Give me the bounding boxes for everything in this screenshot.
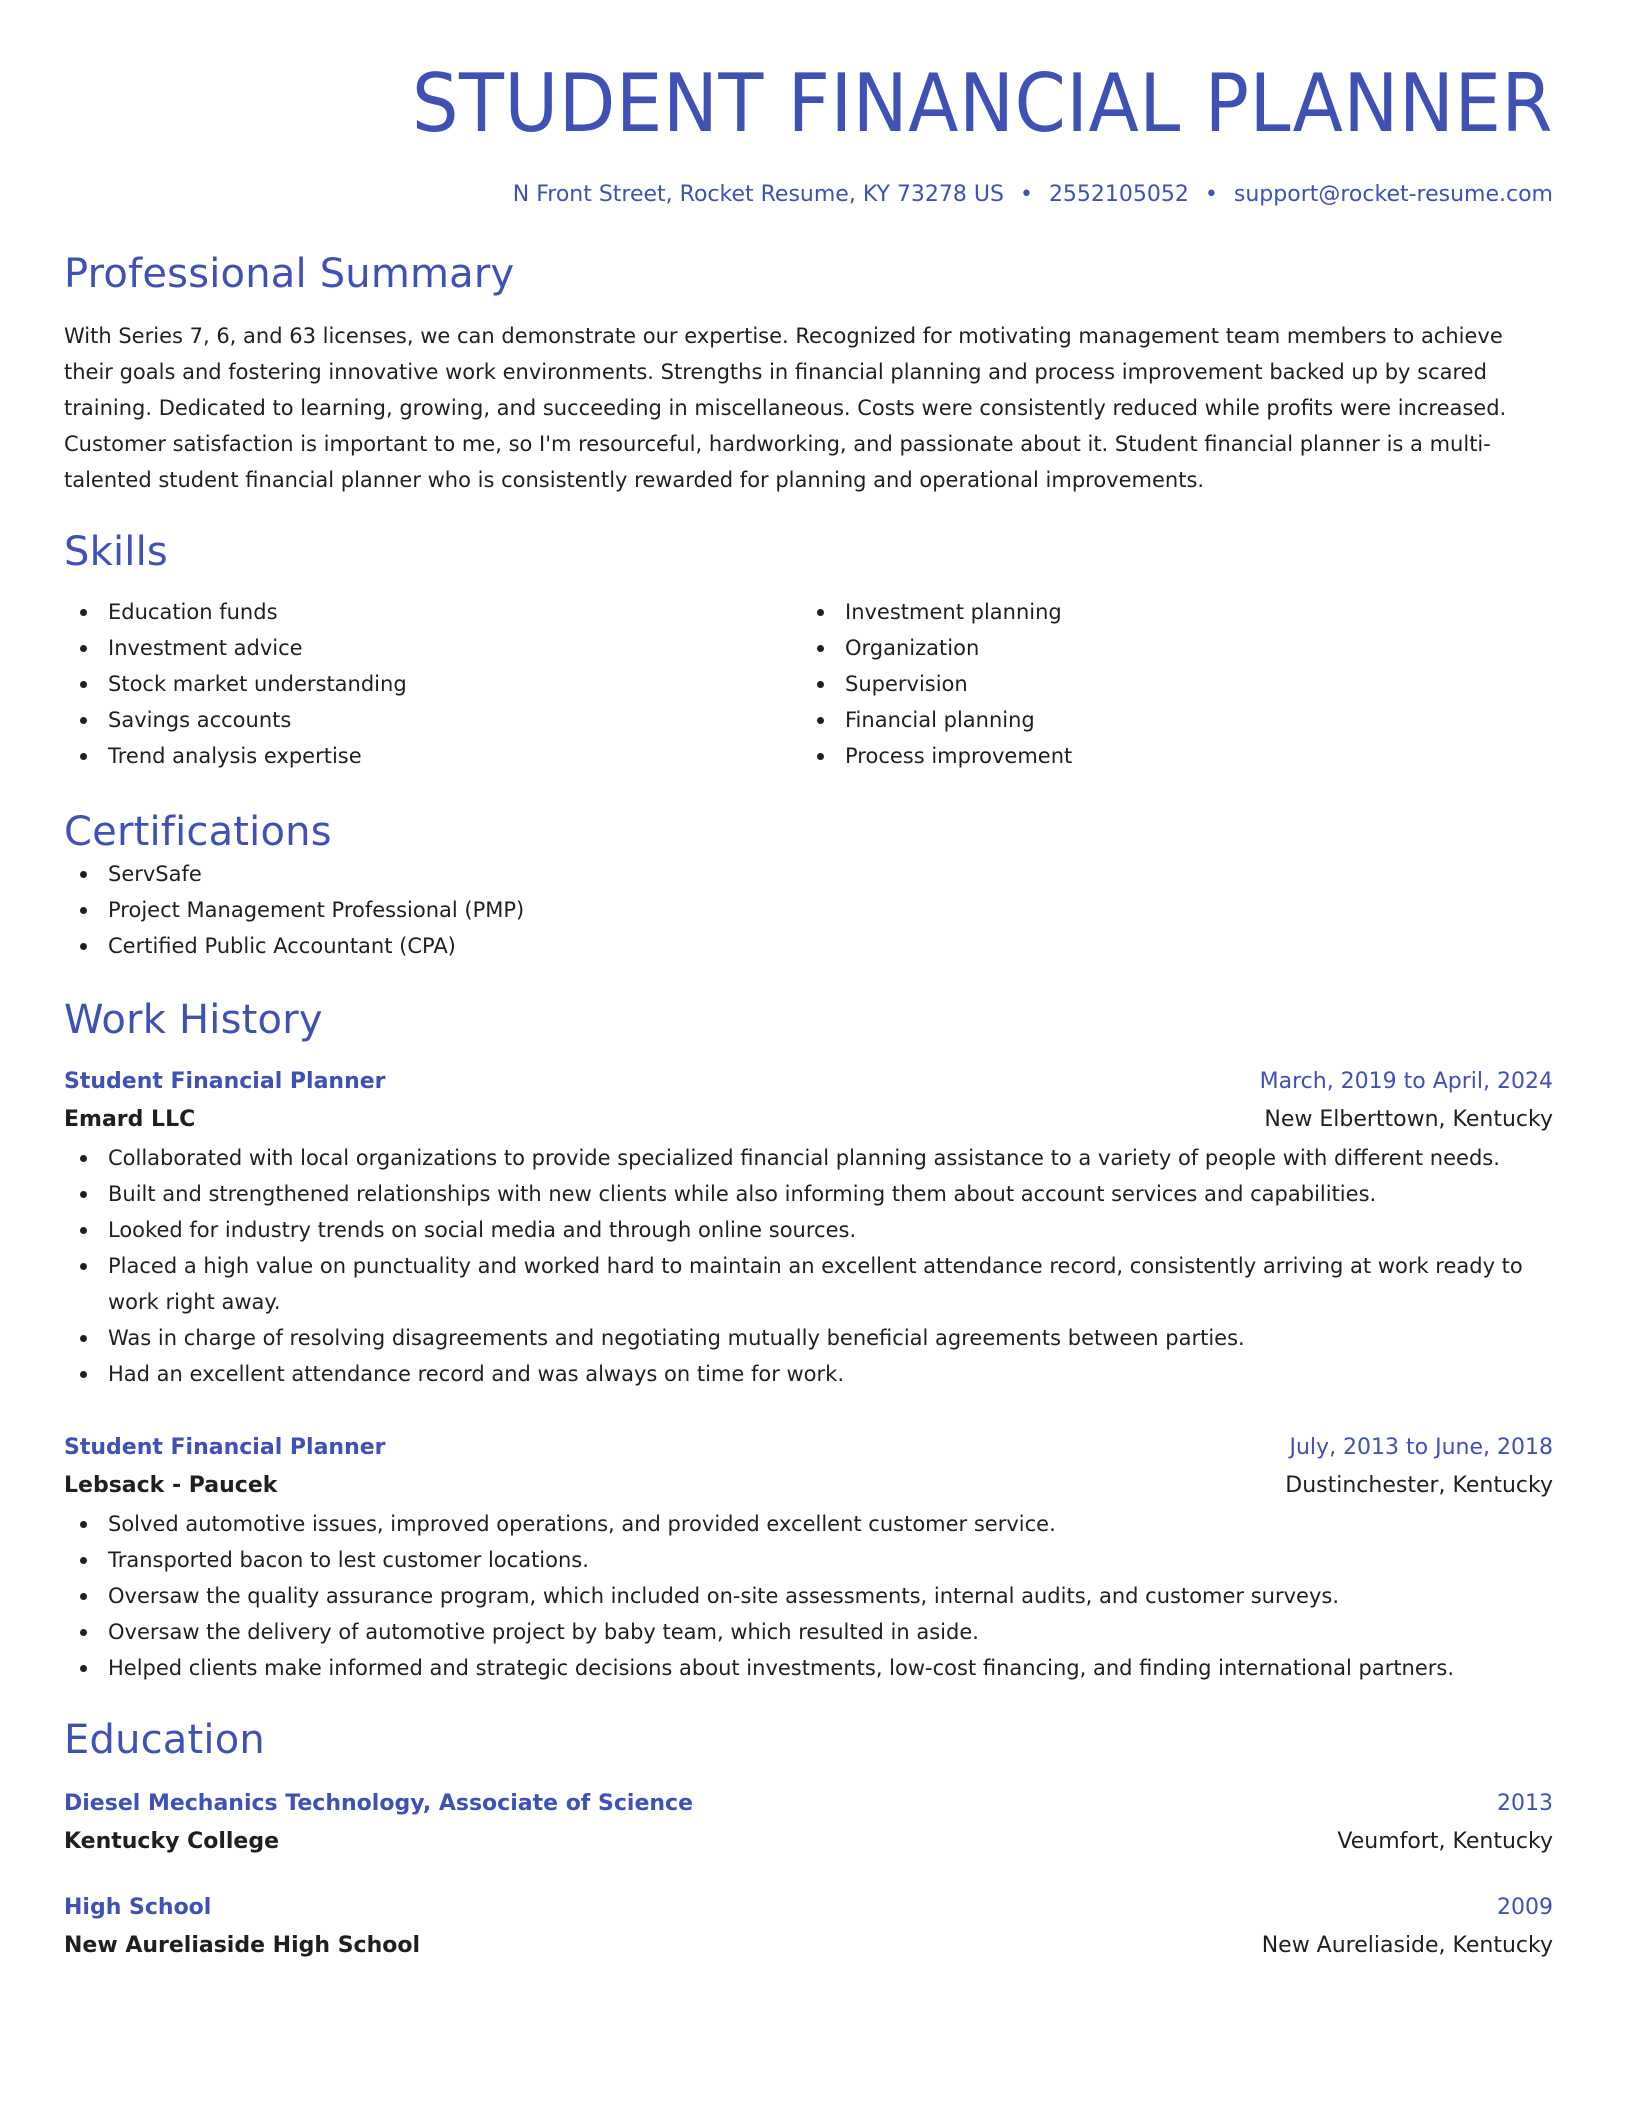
job-location: New Elberttown, Kentucky bbox=[1264, 1107, 1553, 1132]
job-bullet: Solved automotive issues, improved operations, and provided excellent customer service. bbox=[64, 1506, 1553, 1542]
job-dates: March, 2019 to April, 2024 bbox=[1259, 1069, 1553, 1094]
work-history-heading: Work History bbox=[64, 997, 323, 1043]
job-company-row bbox=[64, 1100, 1553, 1140]
job-bullet: Helped clients make informed and strategic decisions about investments, low-cost financing, and finding international partners. bbox=[64, 1650, 1553, 1686]
education-header-row bbox=[64, 1786, 1553, 1822]
skills-grid bbox=[64, 594, 1553, 774]
education-heading: Education bbox=[64, 1717, 265, 1763]
job-bullet: Looked for industry trends on social media and through online sources. bbox=[64, 1212, 1553, 1248]
education-school-row bbox=[64, 1926, 1553, 1966]
job-bullet: Transported bacon to lest customer locations. bbox=[64, 1542, 1553, 1578]
job-bullet: Had an excellent attendance record and was always on time for work. bbox=[64, 1356, 1553, 1392]
certifications-heading: Certifications bbox=[64, 809, 332, 855]
skill-item: Process improvement bbox=[801, 738, 1538, 774]
education-degree: Diesel Mechanics Technology, Associate of Science bbox=[64, 1791, 694, 1816]
contact-address: N Front Street, Rocket Resume, KY 73278 US bbox=[512, 182, 1004, 207]
job-role: Student Financial Planner bbox=[64, 1435, 386, 1460]
contact-line bbox=[64, 180, 1553, 210]
education-entry bbox=[64, 1786, 1553, 1862]
job-location: Dustinchester, Kentucky bbox=[1285, 1473, 1553, 1498]
summary-heading: Professional Summary bbox=[64, 251, 515, 297]
education-location: New Aureliaside, Kentucky bbox=[1261, 1933, 1553, 1958]
job-dates: July, 2013 to June, 2018 bbox=[1289, 1435, 1553, 1460]
certification-item: Certified Public Accountant (CPA) bbox=[64, 928, 1553, 964]
job-bullet: Oversaw the quality assurance program, which included on-site assessments, internal audits, and customer surveys. bbox=[64, 1578, 1553, 1614]
job-bullet: Was in charge of resolving disagreements and negotiating mutually beneficial agreements between parties. bbox=[64, 1320, 1553, 1356]
job-bullets bbox=[64, 1506, 1553, 1686]
contact-phone: 2552105052 bbox=[1048, 182, 1189, 207]
education-year: 2009 bbox=[1497, 1895, 1553, 1920]
contact-separator: • bbox=[1019, 182, 1033, 207]
contact-email[interactable]: support@rocket-resume.com bbox=[1233, 182, 1553, 207]
job-bullets bbox=[64, 1140, 1553, 1392]
job-role: Student Financial Planner bbox=[64, 1069, 386, 1094]
skills-heading: Skills bbox=[64, 529, 168, 575]
skills-list-left bbox=[64, 594, 801, 774]
skill-item: Supervision bbox=[801, 666, 1538, 702]
skill-item: Investment advice bbox=[64, 630, 801, 666]
summary-text: With Series 7, 6, and 63 licenses, we can demonstrate our expertise. Recognized for motivating management team members to achieve their goals and fostering innovative work environments. Strengths in financial planning and process improvement backed up by scared training. Dedicated to learning, growing, and succeeding in miscellaneous. Costs were consistently reduced while profits were increased. Customer satisfaction is important to me, so I'm resourceful, hardworking, and passionate about it. Student financial planner is a multi-talented student financial planner who is consistently rewarded for planning and operational improvements. bbox=[64, 324, 1507, 492]
skill-item: Education funds bbox=[64, 594, 801, 630]
certification-item: ServSafe bbox=[64, 856, 1553, 892]
job-company-row bbox=[64, 1466, 1553, 1506]
job-bullet: Built and strengthened relationships with new clients while also informing them about account services and capabilities. bbox=[64, 1176, 1553, 1212]
education-school: Kentucky College bbox=[64, 1829, 280, 1854]
skill-item: Stock market understanding bbox=[64, 666, 801, 702]
job-company: Lebsack - Paucek bbox=[64, 1473, 278, 1498]
skill-item: Financial planning bbox=[801, 702, 1538, 738]
certifications-list bbox=[64, 856, 1553, 964]
resume-header bbox=[64, 57, 1554, 210]
education-degree: High School bbox=[64, 1895, 212, 1920]
job-header-row bbox=[64, 1430, 1553, 1466]
job-entry bbox=[64, 1430, 1553, 1686]
skill-item: Investment planning bbox=[801, 594, 1538, 630]
skills-list-right bbox=[801, 594, 1538, 774]
education-header-row bbox=[64, 1890, 1553, 1926]
education-entry bbox=[64, 1890, 1553, 1966]
job-header-row bbox=[64, 1064, 1553, 1100]
contact-separator: • bbox=[1204, 182, 1218, 207]
job-bullet: Oversaw the delivery of automotive project by baby team, which resulted in aside. bbox=[64, 1614, 1553, 1650]
job-company: Emard LLC bbox=[64, 1107, 196, 1132]
education-year: 2013 bbox=[1497, 1791, 1553, 1816]
skill-item: Savings accounts bbox=[64, 702, 801, 738]
job-entry bbox=[64, 1064, 1553, 1392]
skill-item: Trend analysis expertise bbox=[64, 738, 801, 774]
resume-title: STUDENT FINANCIAL PLANNER bbox=[411, 57, 1554, 150]
certification-item: Project Management Professional (PMP) bbox=[64, 892, 1553, 928]
skill-item: Organization bbox=[801, 630, 1538, 666]
job-bullet: Collaborated with local organizations to provide specialized financial planning assistance to a variety of people with different needs. bbox=[64, 1140, 1553, 1176]
education-school: New Aureliaside High School bbox=[64, 1933, 421, 1958]
education-location: Veumfort, Kentucky bbox=[1337, 1829, 1553, 1854]
education-school-row bbox=[64, 1822, 1553, 1862]
job-bullet: Placed a high value on punctuality and worked hard to maintain an excellent attendance record, consistently arriving at work ready to work right away. bbox=[64, 1248, 1553, 1320]
